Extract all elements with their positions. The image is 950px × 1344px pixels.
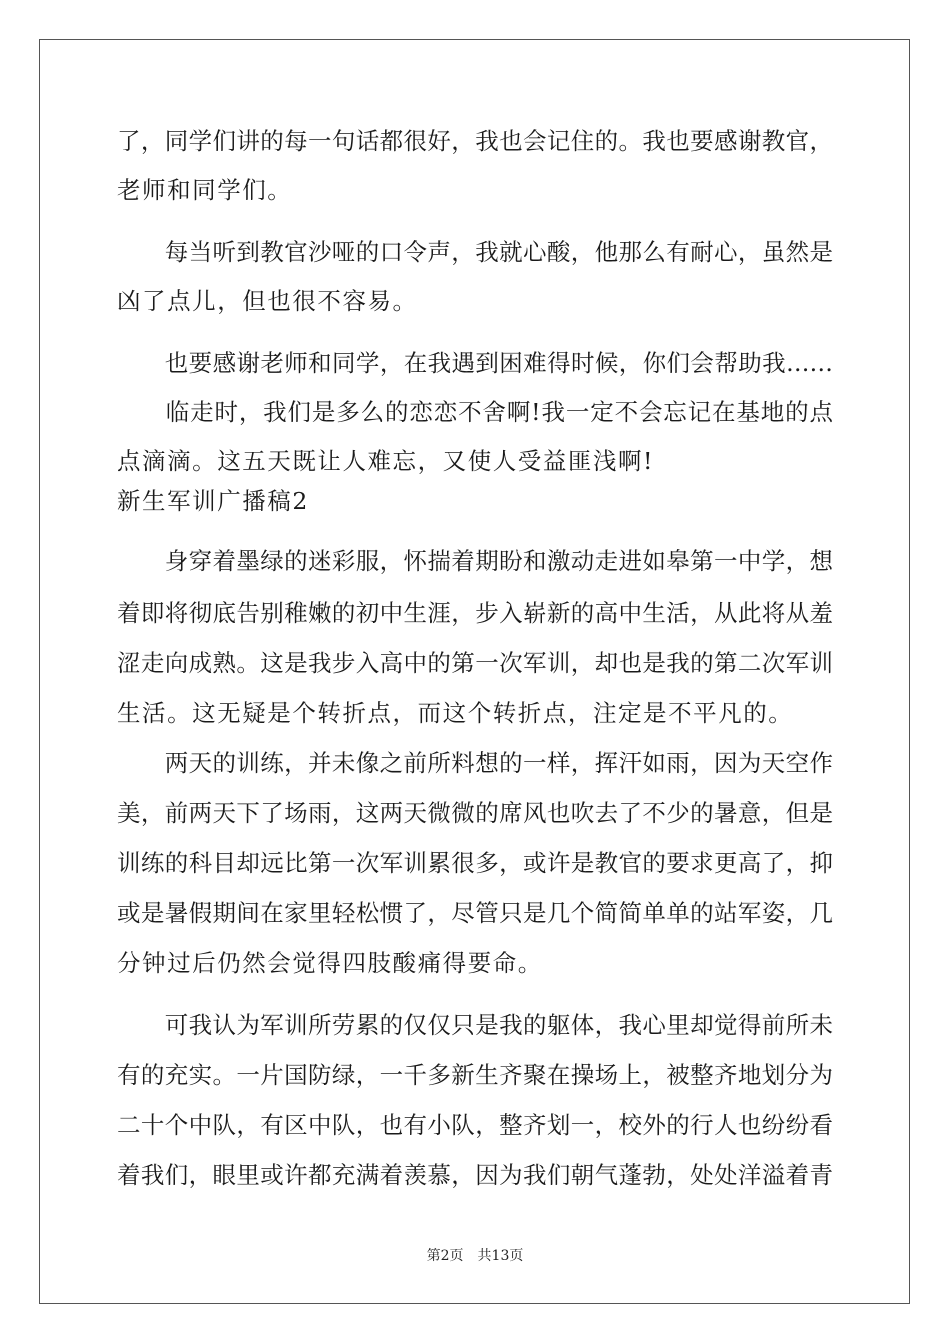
text-line: 每当听到教官沙哑的口令声，我就心酸，他那么有耐心，虽然是 <box>117 238 833 266</box>
text-line: 身穿着墨绿的迷彩服，怀揣着期盼和激动走进如皋第一中学，想 <box>117 547 833 575</box>
text-line: 也要感谢老师和同学，在我遇到困难得时候，你们会帮助我…… <box>117 349 833 377</box>
text-line: 凶了点儿，但也很不容易。 <box>117 287 418 315</box>
page-footer <box>0 1247 950 1265</box>
text-line: 临走时，我们是多么的恋恋不舍啊!我一定不会忘记在基地的点 <box>117 398 833 426</box>
text-line: 点滴滴。这五天既让人难忘，又使人受益匪浅啊! <box>117 447 655 475</box>
page-number: 第2页 <box>426 1248 464 1264</box>
text-line: 有的充实。一片国防绿，一千多新生齐聚在操场上，被整齐地划分为 <box>117 1061 833 1089</box>
text-line: 涩走向成熟。这是我步入高中的第一次军训，却也是我的第二次军训 <box>117 649 833 677</box>
text-line: 训练的科目却远比第一次军训累很多，或许是教官的要求更高了，抑 <box>117 849 833 877</box>
text-line: 着即将彻底告别稚嫩的初中生涯，步入崭新的高中生活，从此将从羞 <box>117 599 833 627</box>
text-line: 或是暑假期间在家里轻松惯了，尽管只是几个简简单单的站军姿，几 <box>117 899 833 927</box>
text-line: 两天的训练，并未像之前所料想的一样，挥汗如雨，因为天空作 <box>117 749 833 777</box>
text-line: 分钟过后仍然会觉得四肢酸痛得要命。 <box>117 949 543 977</box>
text-line: 生活。这无疑是个转折点，而这个转折点，注定是不平凡的。 <box>117 699 794 727</box>
page-total: 共13页 <box>477 1248 524 1264</box>
text-line: 美，前两天下了场雨，这两天微微的席风也吹去了不少的暑意，但是 <box>117 799 833 827</box>
text-line: 可我认为军训所劳累的仅仅只是我的躯体，我心里却觉得前所未 <box>117 1011 833 1039</box>
text-line: 二十个中队，有区中队，也有小队，整齐划一，校外的行人也纷纷看 <box>117 1111 833 1139</box>
text-line: 着我们，眼里或许都充满着羡慕，因为我们朝气蓬勃，处处洋溢着青 <box>117 1161 833 1189</box>
text-line: 了，同学们讲的每一句话都很好，我也会记住的。我也要感谢教官， <box>117 127 833 155</box>
section-heading: 新生军训广播稿2 <box>117 487 309 515</box>
text-line: 老师和同学们。 <box>117 176 293 204</box>
